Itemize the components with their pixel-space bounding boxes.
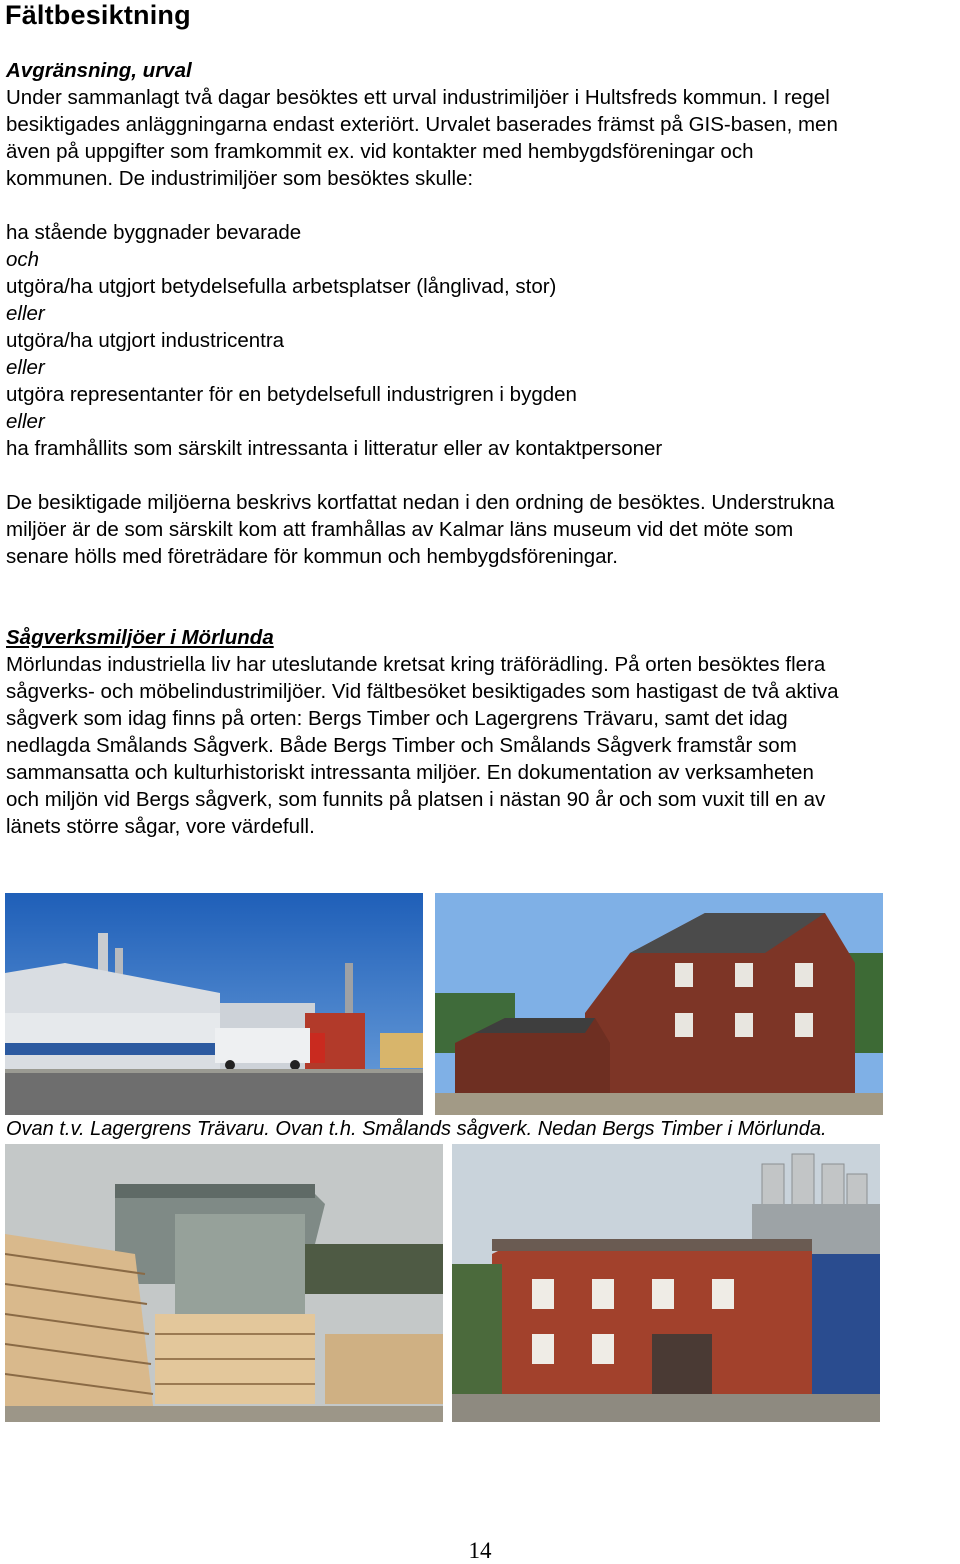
- criteria-item: ha stående byggnader bevarade: [6, 221, 302, 244]
- paragraph-line: De besiktigade miljöerna beskrivs kortfattat nedan i den ordning de besöktes. Understrukna: [6, 491, 835, 514]
- photo-caption: Ovan t.v. Lagergrens Trävaru. Ovan t.h. Smålands sågverk. Nedan Bergs Timber i Mörlunda.: [6, 1118, 827, 1140]
- criteria-item: ha framhållits som särskilt intressanta i litteratur eller av kontaktpersoner: [6, 437, 663, 460]
- paragraph-line: Mörlundas industriella liv har uteslutande kretsat kring träförädling. På orten besöktes flera: [6, 653, 826, 676]
- paragraph-line: kommunen. De industrimiljöer som besöktes skulle:: [6, 167, 474, 190]
- paragraph-line: och miljön vid Bergs sågverk, som funnits på platsen i nästan 90 år och som vuxit till en av: [6, 788, 826, 811]
- paragraph-line: Under sammanlagt två dagar besöktes ett urval industrimiljöer i Hultsfreds kommun. I regel: [6, 86, 830, 109]
- criteria-connector: eller: [6, 356, 45, 379]
- criteria-connector: och: [6, 248, 40, 271]
- paragraph-line: senare hölls med företrädare för kommun och hembygdsföreningar.: [6, 545, 618, 568]
- paragraph-line: nedlagda Smålands Sågverk. Både Bergs Timber och Smålands Sågverk framstår som: [6, 734, 797, 757]
- criteria-item: utgöra/ha utgjort betydelsefulla arbetsplatser (långlivad, stor): [6, 275, 557, 298]
- section-heading-sagverksmiljoer: Sågverksmiljöer i Mörlunda: [6, 626, 274, 649]
- photo-lagergrens-travaru: [5, 893, 423, 1115]
- paragraph-line: även på uppgifter som framkommit ex. vid kontakter med hembygdsföreningar och: [6, 140, 754, 163]
- paragraph-line: sågverk som idag finns på orten: Bergs Timber och Lagergrens Trävaru, samt det idag: [6, 707, 788, 730]
- criteria-item: utgöra representanter för en betydelsefull industrigren i bygden: [6, 383, 577, 406]
- photo-bergs-timber-building: [452, 1144, 880, 1422]
- criteria-connector: eller: [6, 302, 45, 325]
- paragraph-line: miljöer är de som särskilt kom att framhållas av Kalmar läns museum vid det möte som: [6, 518, 794, 541]
- criteria-connector: eller: [6, 410, 45, 433]
- paragraph-line: sammansatta och kulturhistoriskt intressanta miljöer. En dokumentation av verksamheten: [6, 761, 814, 784]
- photo-bergs-timber-lumber: [5, 1144, 443, 1422]
- page-title: Fältbesiktning: [5, 0, 191, 30]
- photo-smalands-sagverk: [435, 893, 883, 1115]
- paragraph-line: sågverks- och möbelindustrimiljöer. Vid fältbesöket besiktigades som hastigast de två aktiva: [6, 680, 839, 703]
- page-number: 14: [468, 1538, 492, 1563]
- section-heading-avgransning: Avgränsning, urval: [6, 59, 192, 82]
- paragraph-line: länets större sågar, vore värdefull.: [6, 815, 315, 838]
- criteria-item: utgöra/ha utgjort industricentra: [6, 329, 285, 352]
- paragraph-line: besiktigades anläggningarna endast exteriört. Urvalet baserades främst på GIS-basen, men: [6, 113, 838, 136]
